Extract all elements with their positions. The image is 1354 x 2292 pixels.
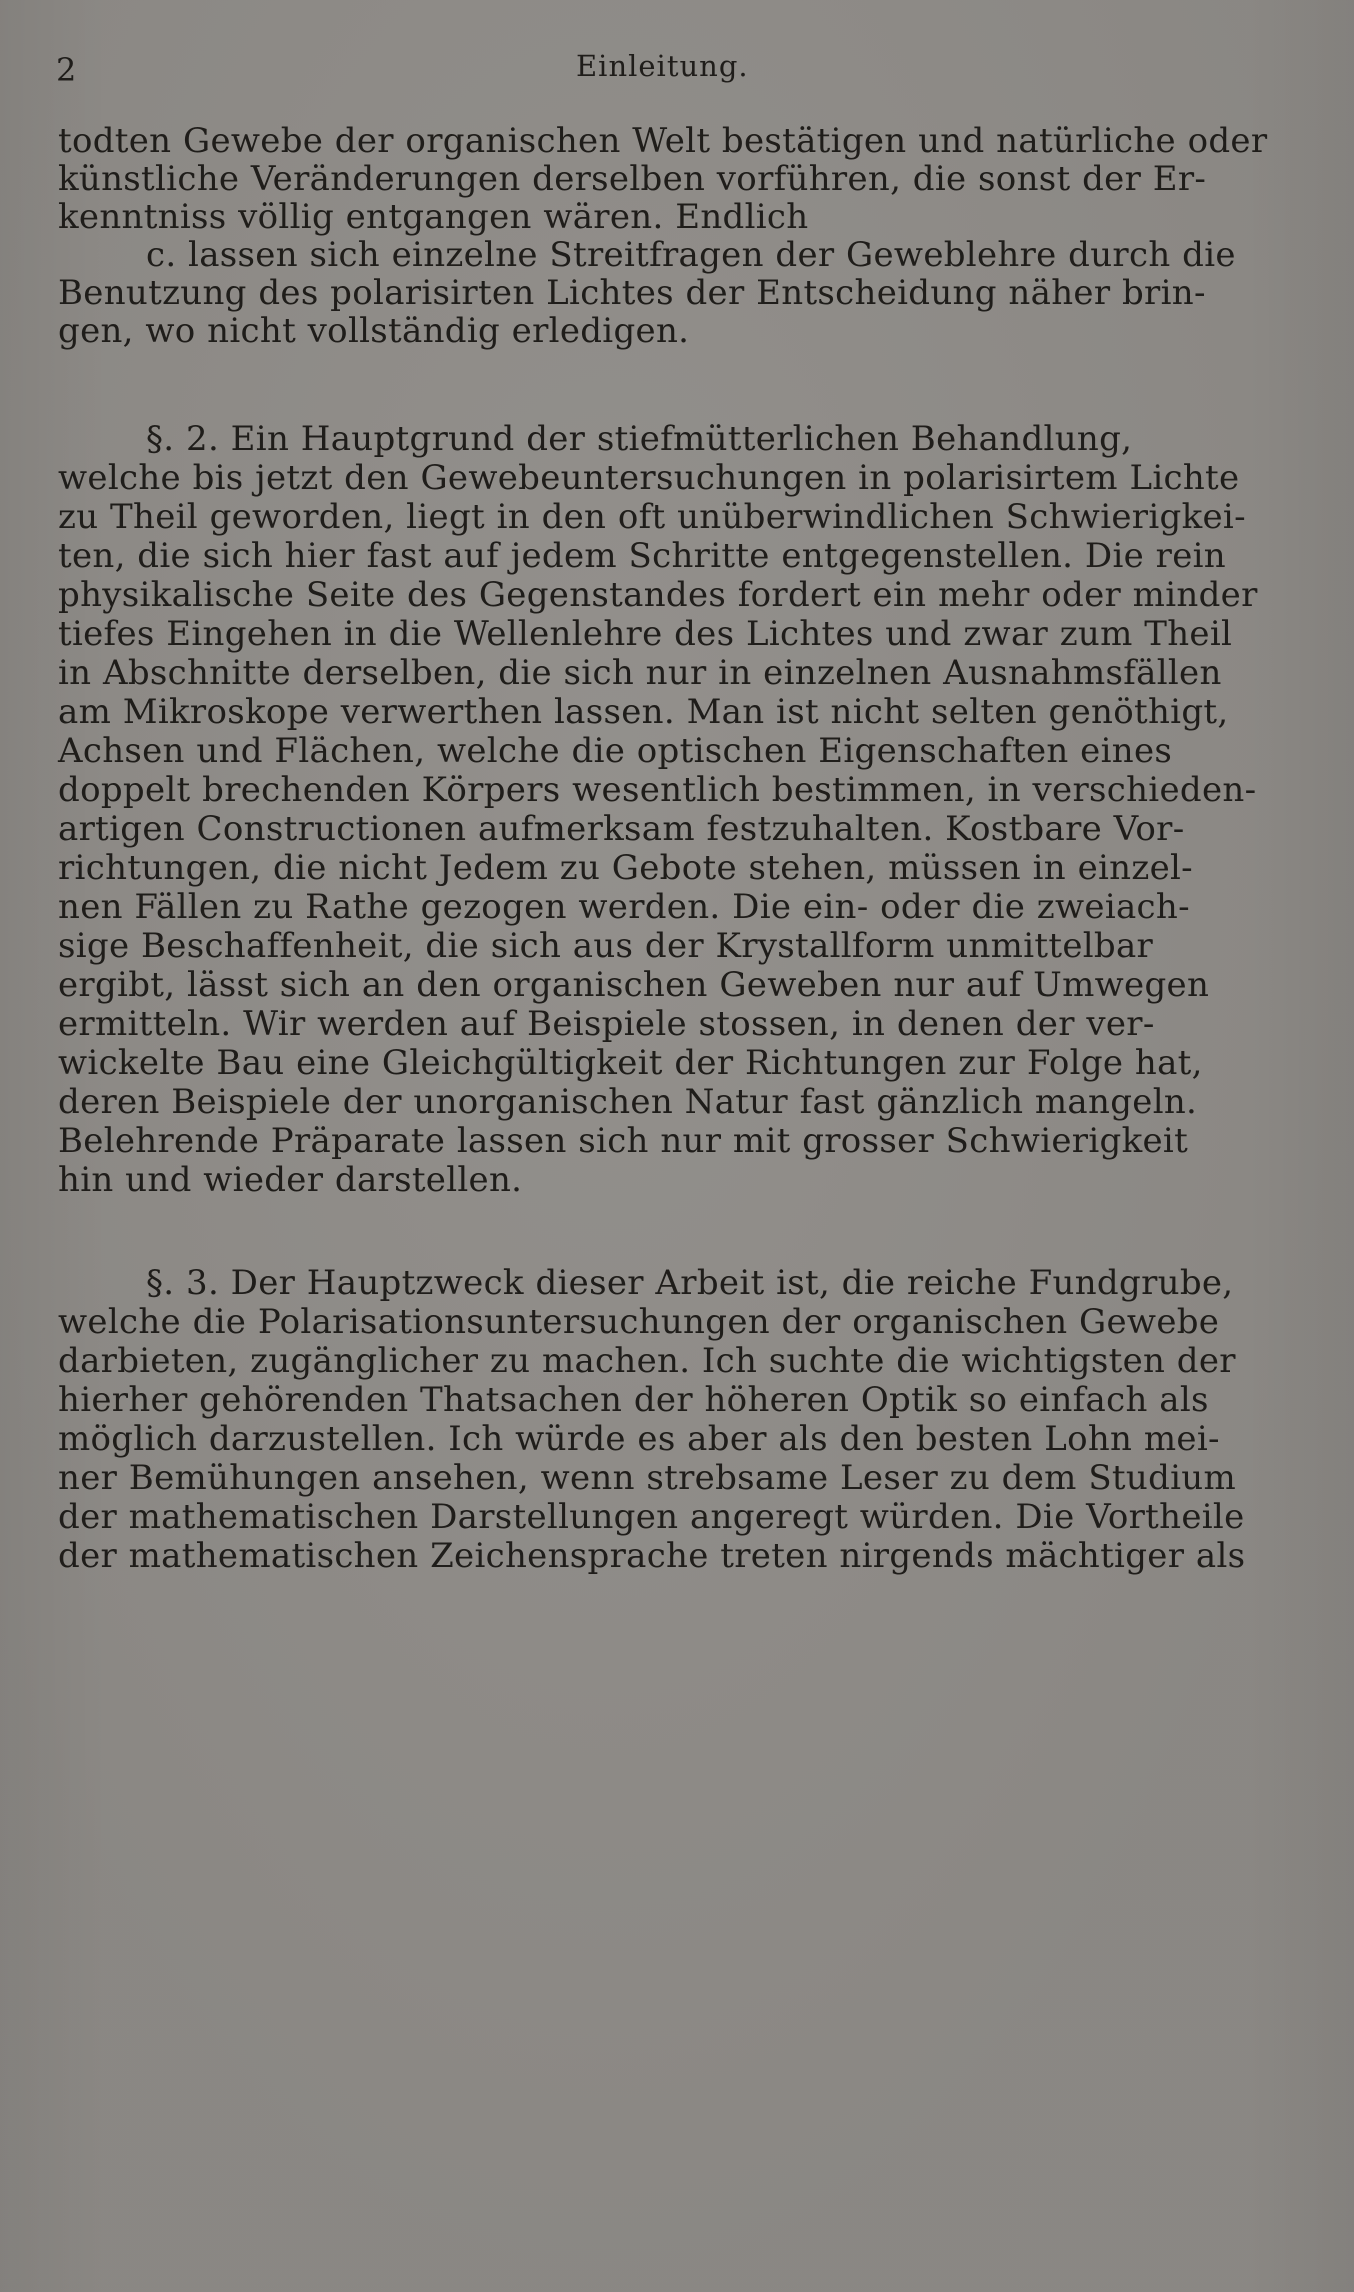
text-line: tiefes Eingehen in die Wellenlehre des Lichtes und zwar zum Theil (58, 614, 1233, 654)
text-line: c. lassen sich einzelne Streitfragen der Geweblehre durch die (146, 235, 1236, 275)
text-line: welche bis jetzt den Gewebeuntersuchungen in polarisirtem Lichte (58, 458, 1240, 498)
text-line: physikalische Seite des Gegenstandes fordert ein mehr oder minder (58, 575, 1258, 615)
page-number: 2 (56, 51, 77, 89)
text-line: künstliche Veränderungen derselben vorführen, die sonst der Er- (58, 159, 1207, 199)
text-line: der mathematischen Darstellungen angeregt würden. Die Vortheile (58, 1497, 1245, 1537)
text-line: Belehrende Präparate lassen sich nur mit grosser Schwierigkeit (58, 1121, 1189, 1161)
section-opening-line: §. 3. Der Hauptzweck dieser Arbeit ist, die reiche Fundgrube, (146, 1263, 1234, 1303)
text-line: der mathematischen Zeichensprache treten nirgends mächtiger als (58, 1536, 1246, 1576)
text-line: möglich darzustellen. Ich würde es aber als den besten Lohn mei- (58, 1419, 1220, 1459)
text-line: wickelte Bau eine Gleichgültigkeit der Richtungen zur Folge hat, (58, 1043, 1203, 1083)
text-line: sige Beschaffenheit, die sich aus der Krystallform unmittelbar (58, 926, 1154, 966)
text-line: gen, wo nicht vollständig erledigen. (58, 311, 690, 351)
text-line: deren Beispiele der unorganischen Natur fast gänzlich mangeln. (58, 1082, 1198, 1122)
text-line: ten, die sich hier fast auf jedem Schritte entgegenstellen. Die rein (58, 536, 1227, 576)
text-line: ner Bemühungen ansehen, wenn strebsame Leser zu dem Studium (58, 1458, 1237, 1498)
section-opening-line: §. 2. Ein Hauptgrund der stiefmütterlichen Behandlung, (146, 419, 1133, 459)
text-line: Benutzung des polarisirten Lichtes der Entscheidung näher brin- (58, 273, 1206, 313)
text-line: ergibt, lässt sich an den organischen Geweben nur auf Umwegen (58, 965, 1210, 1005)
text-line: nen Fällen zu Rathe gezogen werden. Die ein- oder die zweiach- (58, 887, 1190, 927)
text-line: am Mikroskope verwerthen lassen. Man ist nicht selten genöthigt, (58, 692, 1229, 732)
text-line: Achsen und Flächen, welche die optischen Eigenschaften eines (58, 731, 1173, 771)
text-line: zu Theil geworden, liegt in den oft unüberwindlichen Schwierigkei- (58, 497, 1246, 537)
text-line: in Abschnitte derselben, die sich nur in einzelnen Ausnahmsfällen (58, 653, 1222, 693)
text-line: ermitteln. Wir werden auf Beispiele stossen, in denen der ver- (58, 1004, 1155, 1044)
text-line: hin und wieder darstellen. (58, 1160, 523, 1200)
text-line: darbieten, zugänglicher zu machen. Ich suchte die wichtigsten der (58, 1341, 1236, 1381)
running-head: Einleitung. (576, 49, 749, 83)
text-line: doppelt brechenden Körpers wesentlich bestimmen, in verschieden- (58, 770, 1257, 810)
text-line: kenntniss völlig entgangen wären. Endlich (58, 197, 809, 237)
text-line: hierher gehörenden Thatsachen der höheren Optik so einfach als (58, 1380, 1209, 1420)
text-line: artigen Constructionen aufmerksam festzuhalten. Kostbare Vor- (58, 809, 1185, 849)
text-line: todten Gewebe der organischen Welt bestätigen und natürliche oder (58, 121, 1268, 161)
page-header (56, 48, 1296, 98)
text-line: richtungen, die nicht Jedem zu Gebote stehen, müssen in einzel- (58, 848, 1193, 888)
text-line: welche die Polarisationsuntersuchungen der organischen Gewebe (58, 1302, 1220, 1342)
